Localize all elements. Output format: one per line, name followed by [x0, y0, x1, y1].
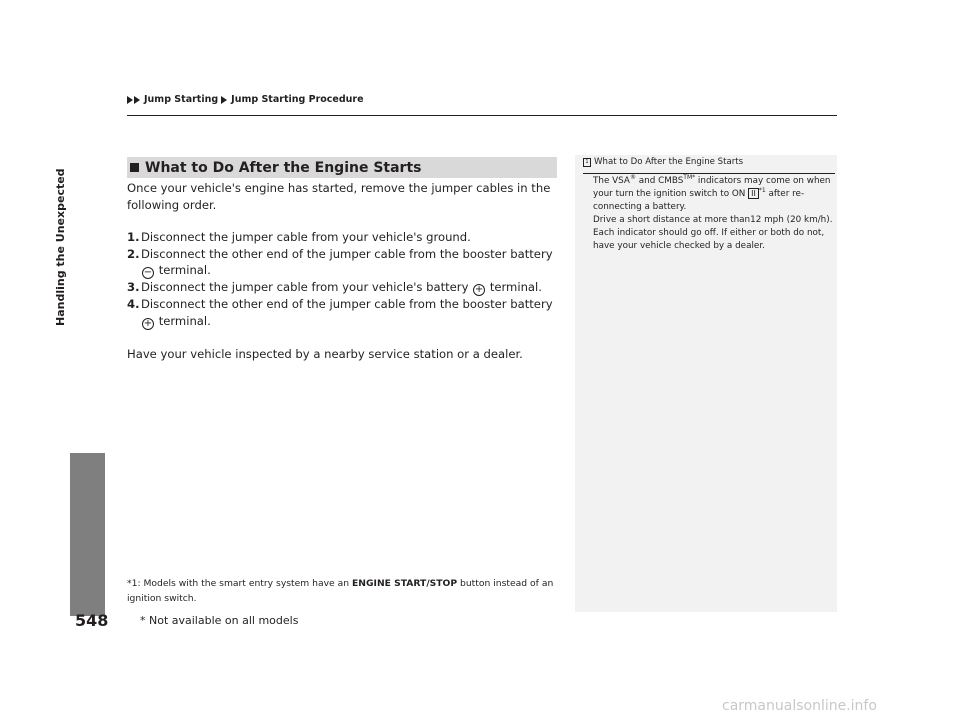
- footnote-bold: ENGINE START/STOP: [352, 578, 458, 589]
- step-text: terminal.: [489, 280, 542, 294]
- step-item: [127, 279, 557, 296]
- step-text: Disconnect the other end of the jumper cable from the booster battery: [141, 297, 553, 311]
- sidebar-body: [593, 175, 833, 253]
- footnote-ref: *1: [758, 187, 766, 194]
- sidebar-note: [575, 155, 837, 612]
- registered-mark: ®: [629, 174, 636, 181]
- sidebar-text: The VSA: [593, 176, 630, 186]
- chapter-side-label: Handling the Unexpected: [54, 168, 67, 326]
- heading-square-icon: [130, 163, 139, 172]
- sidebar-paragraph: Drive a short distance at more than12 mph (20 km/h).: [593, 215, 833, 225]
- step-number: 1.: [127, 230, 140, 244]
- reference-icon: 1: [583, 158, 591, 167]
- breadcrumb-arrow-icon: [134, 96, 140, 104]
- step-text: Disconnect the other end of the jumper cable from the booster battery: [141, 246, 553, 261]
- sidebar-divider: [583, 173, 835, 174]
- sidebar-text: indicators may come on when your turn the ignition switch to ON: [593, 176, 831, 199]
- sidebar-paragraph: [593, 175, 833, 214]
- step-item: [127, 296, 557, 330]
- step-number: 4.: [127, 297, 140, 311]
- step-number: 2.: [127, 246, 140, 261]
- sidebar-text: after re-connecting a battery.: [593, 189, 805, 212]
- positive-terminal-icon: +: [143, 317, 153, 329]
- section-heading: [127, 157, 557, 178]
- ignition-on-key-icon: II: [748, 188, 759, 199]
- step-text: Disconnect the jumper cable from your vehicle's ground.: [141, 230, 471, 244]
- chapter-tab: [70, 453, 105, 616]
- positive-terminal-icon: +: [474, 284, 484, 295]
- sidebar-text: and CMBS: [635, 176, 684, 186]
- closing-paragraph: Have your vehicle inspected by a nearby service station or a dealer.: [127, 346, 523, 361]
- trademark-mark: TM*: [683, 174, 696, 181]
- breadcrumb-arrow-icon: [221, 96, 227, 104]
- page-number: 548: [75, 611, 109, 630]
- step-text: terminal.: [158, 263, 211, 277]
- footnote-suffix: button instead of an ignition switch.: [127, 578, 554, 604]
- section-title: What to Do After the Engine Starts: [145, 159, 422, 176]
- breadcrumb-item[interactable]: Jump Starting Procedure: [231, 94, 364, 105]
- section-body: [127, 180, 557, 362]
- footnote-prefix: *1: Models with the smart entry system have an: [127, 578, 353, 589]
- breadcrumb-arrow-icon: [127, 96, 133, 104]
- footer-note: * Not available on all models: [140, 614, 299, 627]
- step-item: [127, 246, 557, 280]
- sidebar-title[interactable]: [583, 157, 833, 167]
- footnote: [127, 576, 562, 606]
- sidebar-paragraph: Each indicator should go off. If either or both do not, have your vehicle checked by a dealer.: [593, 228, 825, 251]
- negative-terminal-icon: −: [143, 267, 153, 278]
- breadcrumb-item[interactable]: Jump Starting: [144, 94, 219, 105]
- step-text: terminal.: [158, 313, 211, 328]
- step-number: 3.: [127, 280, 140, 294]
- watermark: carmanualsonline.info: [722, 698, 877, 714]
- step-item: [127, 229, 557, 246]
- intro-paragraph: Once your vehicle's engine has started, remove the jumper cables in the following order.: [127, 181, 551, 212]
- sidebar-title-text: What to Do After the Engine Starts: [594, 157, 744, 167]
- step-text: Disconnect the jumper cable from your vehicle's battery: [141, 280, 469, 294]
- breadcrumb: [127, 94, 364, 105]
- header-divider: [127, 115, 837, 116]
